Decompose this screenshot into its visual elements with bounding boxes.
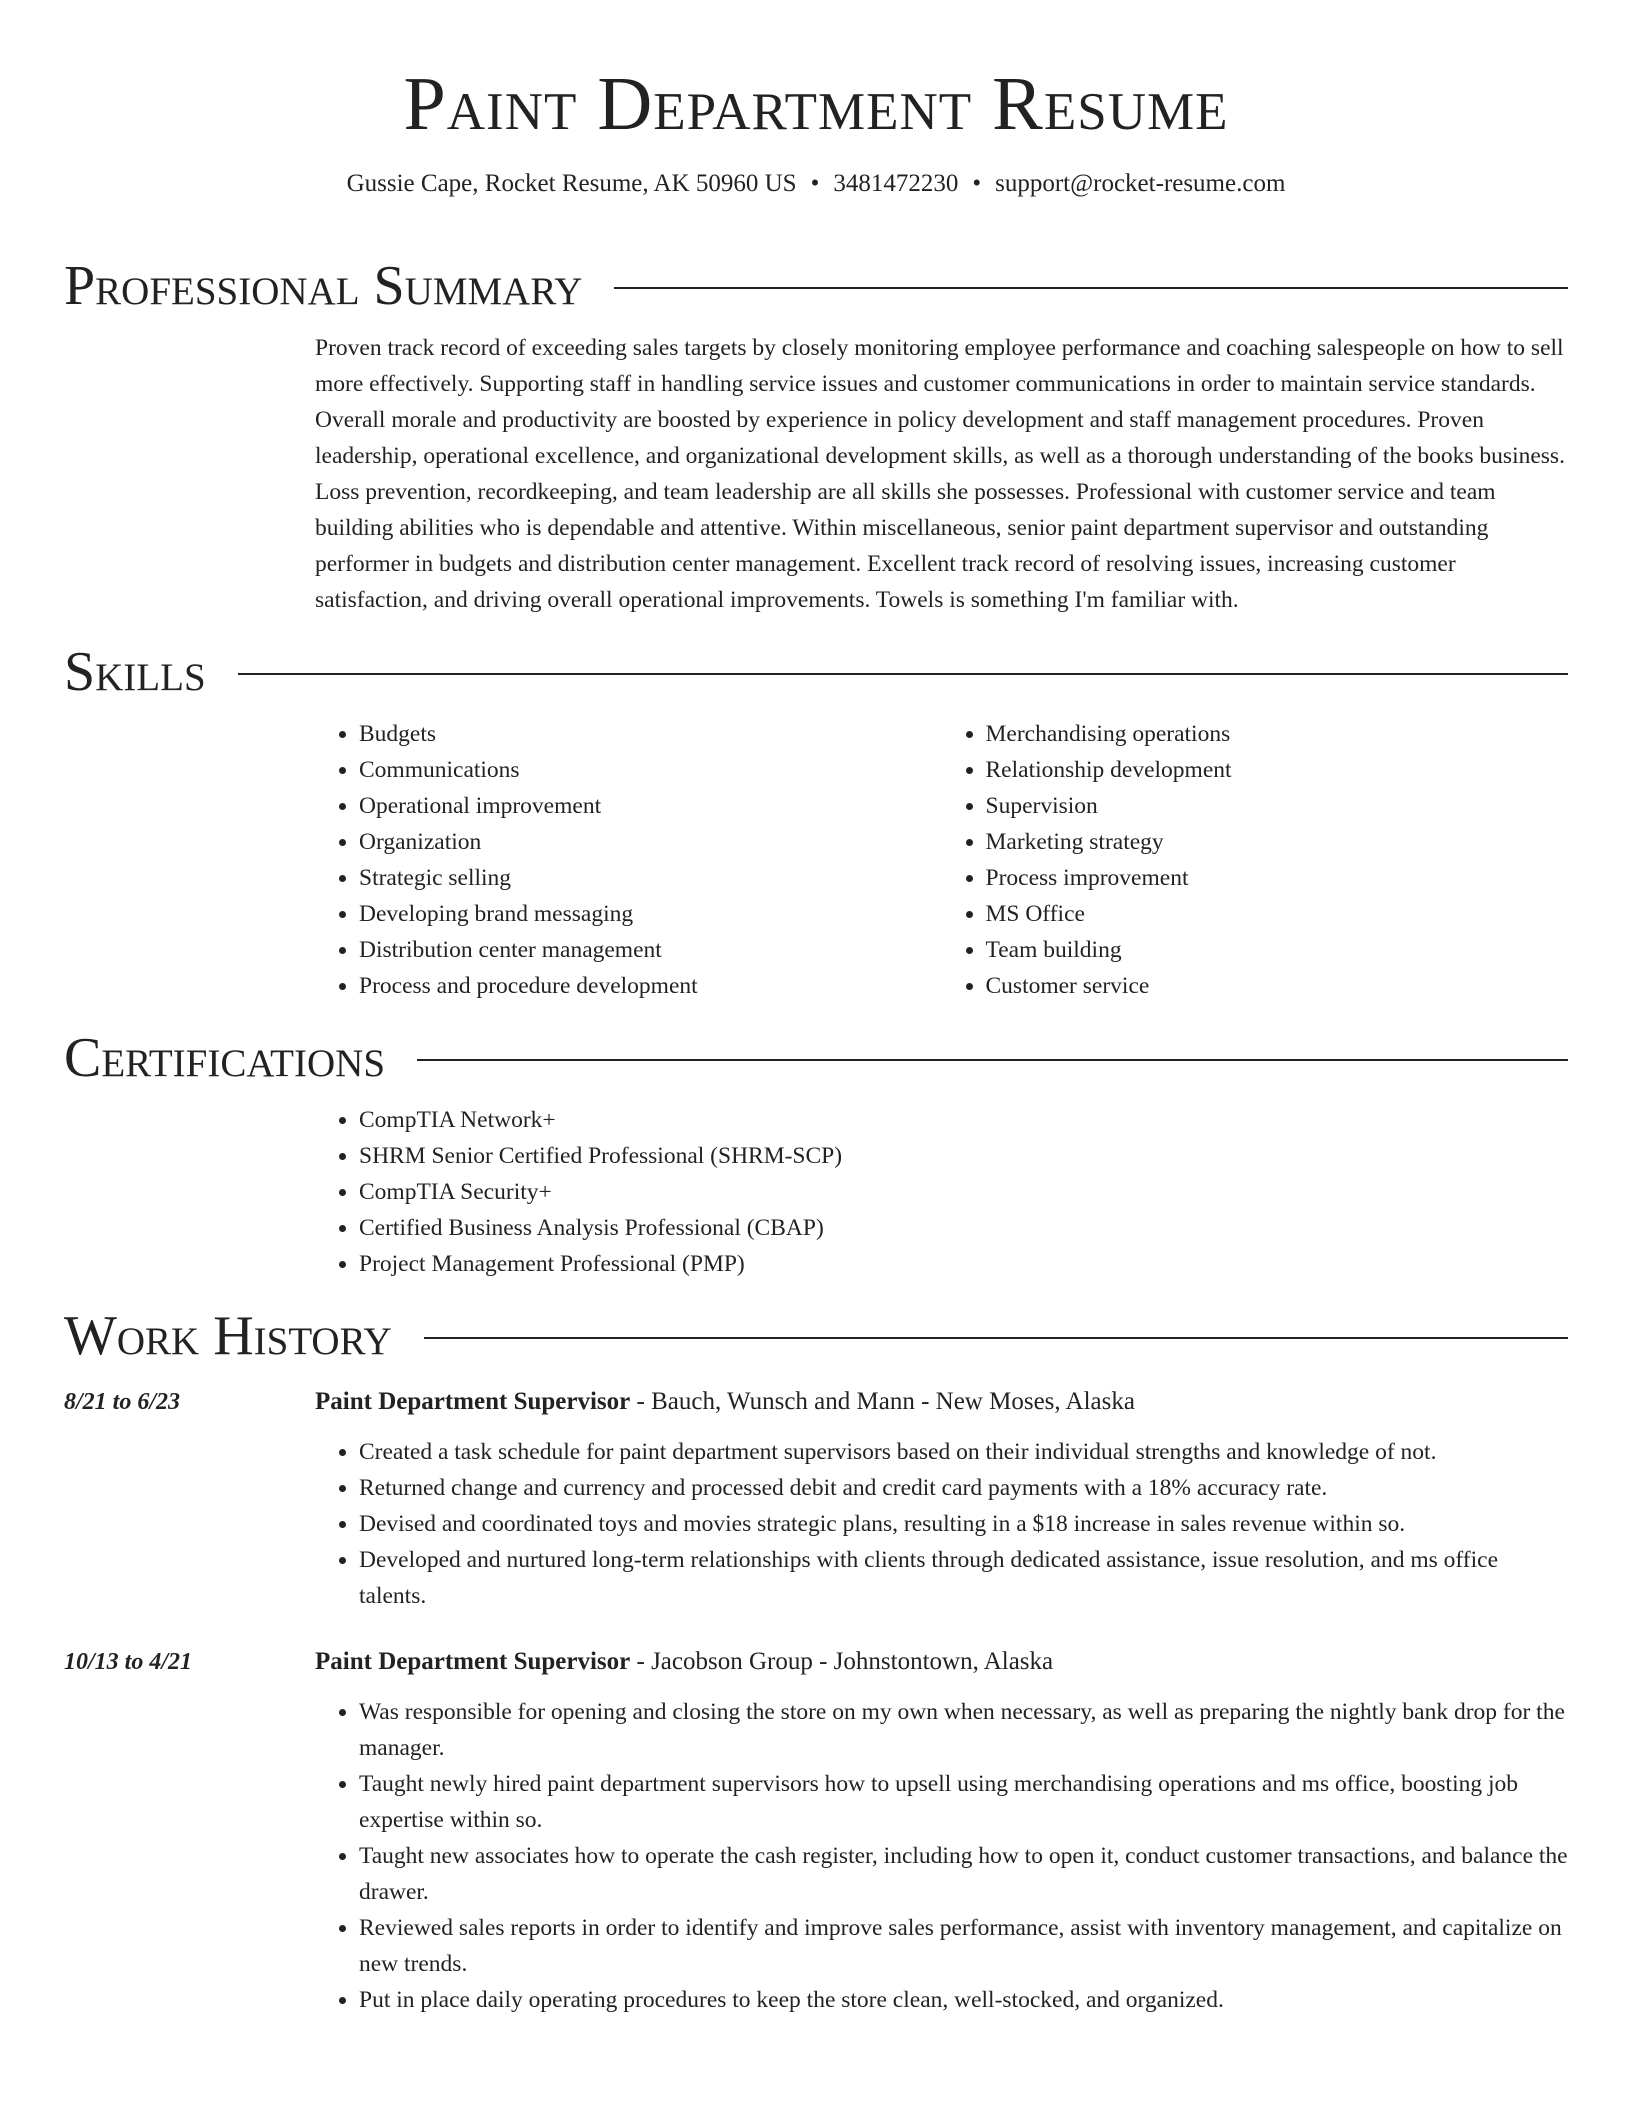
contact-separator: •: [810, 170, 820, 197]
job-bullet: • Taught newly hired paint department supervisors how to upsell using merchandising operations and ms office, boosting job expertise within so.: [359, 1766, 1568, 1838]
contact-line: [64, 168, 1568, 200]
summary-section-header: [64, 254, 1568, 318]
skills-heading: Skills: [64, 641, 206, 703]
contact-email: support@rocket-resume.com: [995, 170, 1286, 197]
job-body: [315, 1384, 1568, 1614]
job-company-location: - Jacobson Group - Johnstontown, Alaska: [630, 1648, 1054, 1675]
section-divider: [238, 673, 1568, 675]
job-bullet: • Returned change and currency and processed debit and credit card payments with a 18% accuracy rate.: [359, 1470, 1568, 1506]
skill-item: • Communications: [359, 752, 942, 788]
job-dates: 10/13 to 4/21: [64, 1649, 193, 1675]
skill-item: • Process and procedure development: [359, 968, 942, 1004]
certification-item: • CompTIA Network+: [359, 1102, 1568, 1138]
contact-separator: •: [972, 170, 982, 197]
skill-item: • Organization: [359, 824, 942, 860]
section-divider: [614, 287, 1568, 289]
skills-content: [315, 704, 1568, 1004]
contact-address: Gussie Cape, Rocket Resume, AK 50960 US: [346, 170, 797, 197]
job-title: Paint Department Supervisor: [315, 1388, 631, 1415]
skill-item: • MS Office: [986, 896, 1569, 932]
job-body: [315, 1644, 1568, 2018]
job-entry: [64, 1644, 1568, 2018]
skills-section-header: [64, 640, 1568, 704]
job-bullets: [315, 1434, 1568, 1614]
skill-item: • Team building: [986, 932, 1569, 968]
job-company-location: - Bauch, Wunsch and Mann - New Moses, Alaska: [630, 1388, 1135, 1415]
summary-text: Proven track record of exceeding sales targets by closely monitoring employee performance and coaching salespeople on how to sell more effectively. Supporting staff in handling service issues and customer communications in order to maintain service standards. Overall morale and productivity are boosted by experience in policy development and staff management procedures. Proven leadership, operational excellence, and organizational development skills, as well as a thorough understanding of the books business. Loss prevention, recordkeeping, and team leadership are all skills she possesses. Professional with customer service and team building abilities who is dependable and attentive. Within miscellaneous, senior paint department supervisor and outstanding performer in budgets and distribution center management. Excellent track record of resolving issues, increasing customer satisfaction, and driving overall operational improvements. Towels is something I'm familiar with.: [315, 335, 1565, 613]
job-title: Paint Department Supervisor: [315, 1648, 631, 1675]
skills-columns: [315, 704, 1568, 1004]
certifications-list: [315, 1102, 1568, 1282]
skill-item: • Process improvement: [986, 860, 1569, 896]
certification-item: • CompTIA Security+: [359, 1174, 1568, 1210]
certifications-content: [315, 1090, 1568, 1282]
job-bullet: • Created a task schedule for paint department supervisors based on their individual strengths and knowledge of not.: [359, 1434, 1568, 1470]
certification-item: • SHRM Senior Certified Professional (SHRM-SCP): [359, 1138, 1568, 1174]
certification-item: • Project Management Professional (PMP): [359, 1246, 1568, 1282]
certifications-section-header: [64, 1026, 1568, 1090]
skill-item: • Operational improvement: [359, 788, 942, 824]
skills-list-right: [942, 716, 1569, 1004]
section-divider: [424, 1337, 1568, 1339]
job-bullet: • Developed and nurtured long-term relationships with clients through dedicated assistance, issue resolution, and ms office talents.: [359, 1542, 1568, 1614]
summary-content: [315, 318, 1568, 618]
certification-item: • Certified Business Analysis Professional (CBAP): [359, 1210, 1568, 1246]
skill-item: • Relationship development: [986, 752, 1569, 788]
skill-item: • Strategic selling: [359, 860, 942, 896]
skill-item: • Supervision: [986, 788, 1569, 824]
certifications-heading: Certifications: [64, 1027, 386, 1089]
skill-item: • Marketing strategy: [986, 824, 1569, 860]
section-divider: [417, 1059, 1568, 1061]
work-heading: Work History: [64, 1305, 392, 1367]
job-entry: [64, 1384, 1568, 1614]
job-bullet: • Was responsible for opening and closing the store on my own when necessary, as well as preparing the nightly bank drop for the manager.: [359, 1694, 1568, 1766]
work-section-header: [64, 1304, 1568, 1368]
skill-item: • Budgets: [359, 716, 942, 752]
contact-phone: 3481472230: [833, 170, 959, 197]
job-bullet: • Reviewed sales reports in order to identify and improve sales performance, assist with inventory management, and capitalize on new trends.: [359, 1910, 1568, 1982]
skill-item: • Distribution center management: [359, 932, 942, 968]
skill-item: • Merchandising operations: [986, 716, 1569, 752]
job-bullets: [315, 1694, 1568, 2018]
skill-item: • Customer service: [986, 968, 1569, 1004]
job-dates: 8/21 to 6/23: [64, 1389, 181, 1415]
job-bullet: • Taught new associates how to operate the cash register, including how to open it, conduct customer transactions, and balance the drawer.: [359, 1838, 1568, 1910]
job-heading: [315, 1384, 1568, 1420]
job-bullet: • Put in place daily operating procedures to keep the store clean, well-stocked, and organized.: [359, 1982, 1568, 2018]
skills-list-left: [315, 716, 942, 1004]
resume-title: Paint Department Resume: [403, 62, 1229, 146]
job-bullet: • Devised and coordinated toys and movies strategic plans, resulting in a $18 increase in sales revenue within so.: [359, 1506, 1568, 1542]
summary-heading: Professional Summary: [64, 255, 583, 317]
job-heading: [315, 1644, 1568, 1680]
skill-item: • Developing brand messaging: [359, 896, 942, 932]
